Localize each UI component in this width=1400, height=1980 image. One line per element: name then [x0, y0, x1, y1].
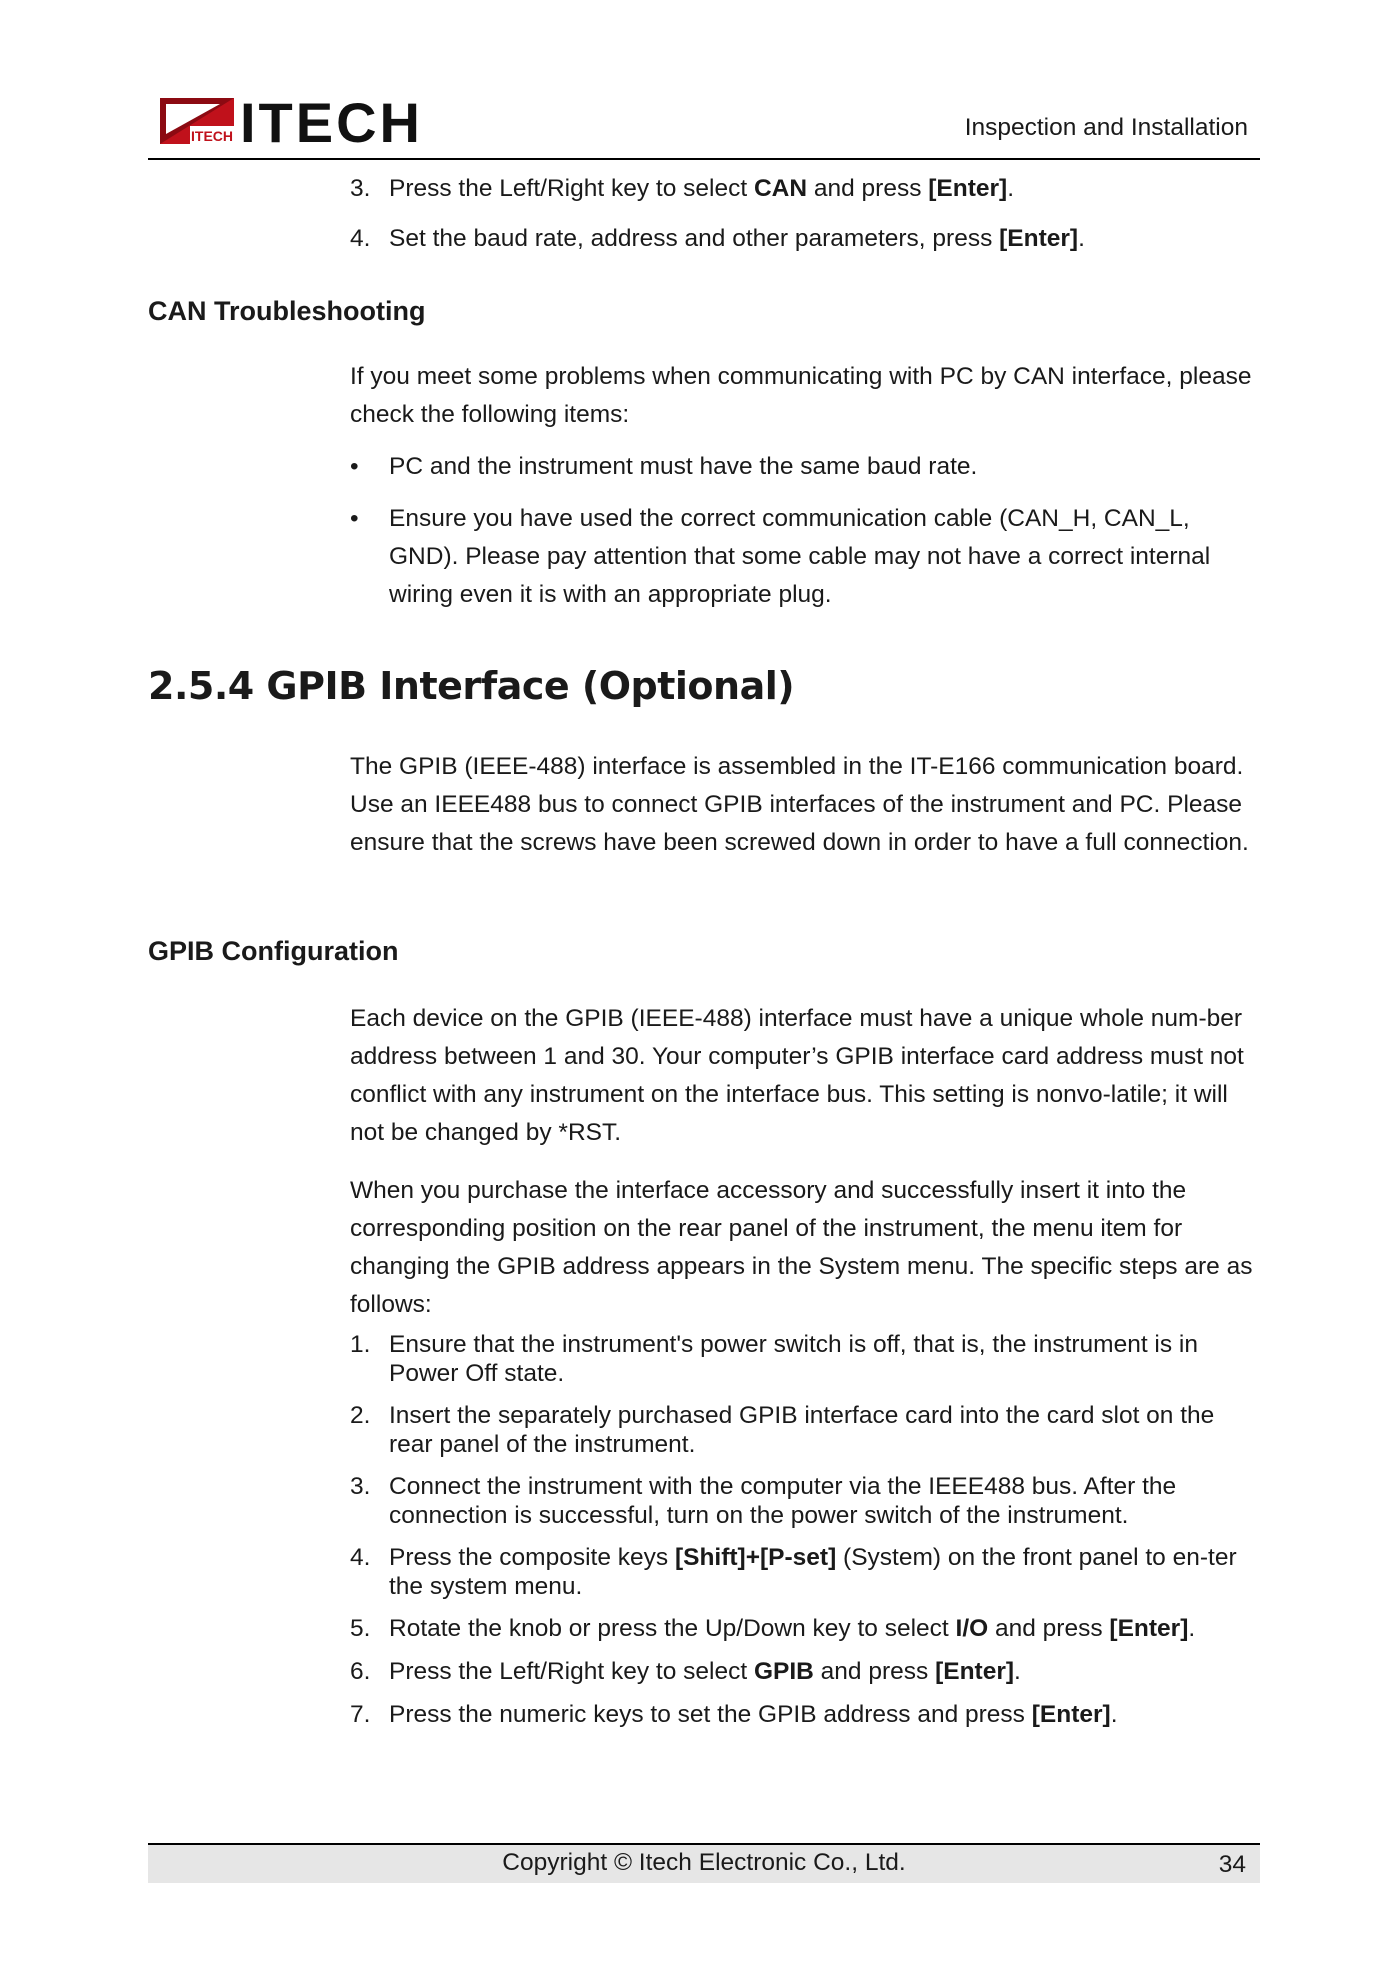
- step-number: 3.: [350, 1473, 371, 1500]
- gpib-section-intro: The GPIB (IEEE-488) interface is assembled in the IT-E166 communication board. Use an IEEE488 bus to connect GPIB interfaces of the instrument and PC. Please ensure that the screws have been screwed down in order to have a full connection.: [350, 753, 1249, 856]
- step-number: 3.: [350, 175, 371, 202]
- list-item-text: Ensure you have used the correct communication cable (CAN_H, CAN_L, GND). Please pay attention that some cable may not have a correct internal wiring even it is with an appropriate plug.: [389, 505, 1211, 608]
- page-number: 34: [1218, 1851, 1246, 1878]
- section-title: Inspection and Installation: [964, 114, 1248, 141]
- gpib-step: [350, 1401, 1262, 1459]
- step-text: Press the Left/Right key to select CAN and press [Enter].: [389, 175, 1015, 202]
- gpib-step: [350, 1330, 1262, 1388]
- gpib-step: [350, 1700, 1262, 1729]
- bullet-icon: •: [350, 505, 359, 532]
- gpib-configuration-heading: GPIB Configuration: [148, 936, 399, 966]
- intro-step: [350, 170, 1262, 208]
- logo-small-text: ITECH: [191, 128, 233, 144]
- step-text: Press the composite keys [Shift]+[P-set] (System) on the front panel to en-ter the system menu.: [389, 1544, 1237, 1600]
- step-number: 5.: [350, 1615, 371, 1642]
- copyright-text: Copyright © Itech Electronic Co., Ltd.: [502, 1849, 906, 1876]
- page-header: [148, 92, 1260, 160]
- step-text: Ensure that the instrument's power switch is off, that is, the instrument is in Power Off state.: [389, 1331, 1199, 1387]
- gpib-step: [350, 1543, 1262, 1601]
- step-number: 1.: [350, 1331, 371, 1358]
- step-text: Connect the instrument with the computer via the IEEE488 bus. After the connection is successful, turn on the power switch of the instrument.: [389, 1473, 1177, 1529]
- can-troubleshooting-heading: CAN Troubleshooting: [148, 296, 426, 326]
- gpib-step: [350, 1614, 1262, 1643]
- step-text: Press the numeric keys to set the GPIB address and press [Enter].: [389, 1701, 1118, 1728]
- list-item: [350, 448, 1262, 486]
- step-number: 7.: [350, 1701, 371, 1728]
- step-text: Set the baud rate, address and other parameters, press [Enter].: [389, 225, 1085, 252]
- list-item-text: PC and the instrument must have the same baud rate.: [389, 453, 978, 480]
- step-number: 6.: [350, 1658, 371, 1685]
- logo-wordmark: ITECH: [240, 94, 423, 148]
- itech-logo-mark: [160, 94, 450, 148]
- gpib-config-paragraph-2: When you purchase the interface accessory and successfully insert it into the corresponding position on the rear panel of the instrument, the menu item for changing the GPIB address appears in the System menu. The specific steps are as follows:: [350, 1177, 1253, 1318]
- gpib-step: [350, 1472, 1262, 1530]
- step-number: 2.: [350, 1402, 371, 1429]
- gpib-step: [350, 1657, 1262, 1686]
- step-text: Rotate the knob or press the Up/Down key to select I/O and press [Enter].: [389, 1615, 1196, 1642]
- list-item: [350, 500, 1262, 614]
- gpib-section-heading: 2.5.4 GPIB Interface (Optional): [148, 664, 795, 708]
- step-text: Insert the separately purchased GPIB interface card into the card slot on the rear panel of the instrument.: [389, 1402, 1215, 1458]
- page-footer: [148, 1843, 1260, 1883]
- can-troubleshooting-intro: If you meet some problems when communicating with PC by CAN interface, please check the following items:: [350, 363, 1252, 428]
- itech-logo: [160, 94, 450, 146]
- gpib-config-paragraph-1: Each device on the GPIB (IEEE-488) interface must have a unique whole num-ber address between 1 and 30. Your computer’s GPIB interface card address must not conflict with any instrument on the interface bus. This setting is nonvo-latile; it will not be changed by *RST.: [350, 1005, 1244, 1146]
- bullet-icon: •: [350, 453, 359, 480]
- step-text: Press the Left/Right key to select GPIB and press [Enter].: [389, 1658, 1021, 1685]
- step-number: 4.: [350, 1544, 371, 1571]
- intro-step: [350, 220, 1262, 258]
- step-number: 4.: [350, 225, 371, 252]
